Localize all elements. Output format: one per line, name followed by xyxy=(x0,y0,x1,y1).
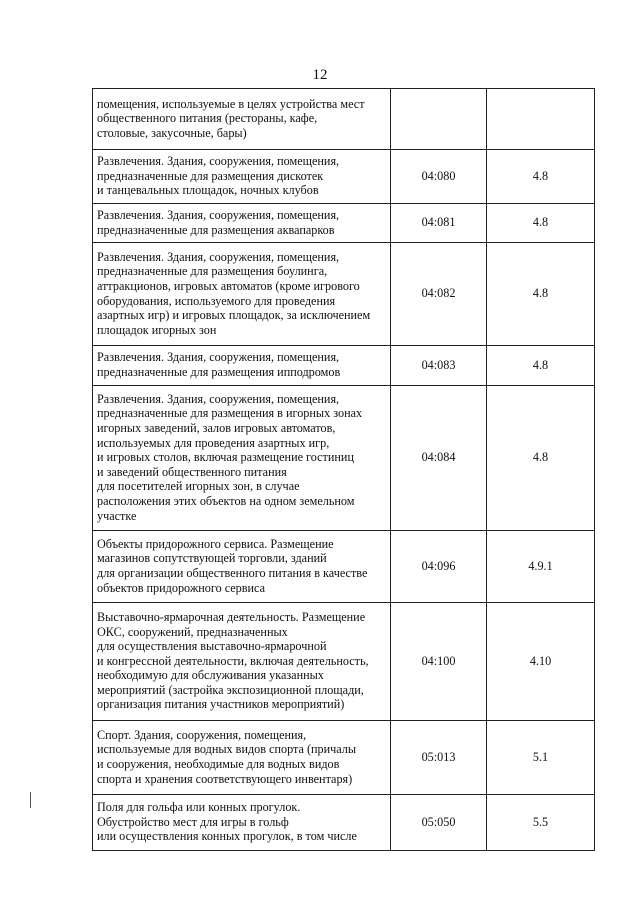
row-ref: 4.9.1 xyxy=(487,531,595,603)
row-ref: 4.8 xyxy=(487,386,595,531)
row-ref: 4.10 xyxy=(487,603,595,721)
row-description: помещения, используемые в целях устройства мест общественного питания (рестораны, кафе, столовые, закусочные, бары) xyxy=(93,89,391,150)
row-ref: 4.8 xyxy=(487,346,595,386)
row-code: 04:084 xyxy=(391,386,487,531)
land-use-table xyxy=(92,88,595,851)
row-ref: 5.1 xyxy=(487,721,595,795)
row-description: Объекты придорожного сервиса. Размещение магазинов сопутствующей торговли, зданий для организации общественного питания в качестве объектов придорожного сервиса xyxy=(93,531,391,603)
row-description: Поля для гольфа или конных прогулок. Обустройство мест для игры в гольф или осуществления конных прогулок, в том числе xyxy=(93,795,391,851)
table-row xyxy=(93,150,595,204)
row-description: Развлечения. Здания, сооружения, помещения, предназначенные для размещения ипподромов xyxy=(93,346,391,386)
table-row xyxy=(93,531,595,603)
row-ref: 4.8 xyxy=(487,150,595,204)
row-code: 05:013 xyxy=(391,721,487,795)
row-ref: 5.5 xyxy=(487,795,595,851)
row-code: 04:081 xyxy=(391,204,487,243)
row-code: 04:100 xyxy=(391,603,487,721)
row-ref: 4.8 xyxy=(487,243,595,346)
row-code xyxy=(391,89,487,150)
row-description: Выставочно-ярмарочная деятельность. Размещение ОКС, сооружений, предназначенных для осуществления выставочно-ярмарочной и конгрессной деятельности, включая деятельность, необходимую для обслуживания указанных мероприятий (застройка экспозиционной площади, организация питания участников мероприятий) xyxy=(93,603,391,721)
table-row xyxy=(93,243,595,346)
row-description: Спорт. Здания, сооружения, помещения, используемые для водных видов спорта (причалы и сооружения, необходимые для водных видов спорта и хранения соответствующего инвентаря) xyxy=(93,721,391,795)
scan-artifact-mark xyxy=(30,792,31,808)
page-number: 12 xyxy=(312,67,328,83)
row-description: Развлечения. Здания, сооружения, помещения, предназначенные для размещения аквапарков xyxy=(93,204,391,243)
table-row xyxy=(93,89,595,150)
row-description: Развлечения. Здания, сооружения, помещения, предназначенные для размещения дискотек и танцевальных площадок, ночных клубов xyxy=(93,150,391,204)
row-code: 05:050 xyxy=(391,795,487,851)
row-description: Развлечения. Здания, сооружения, помещения, предназначенные для размещения в игорных зонах игорных заведений, залов игровых автоматов, используемых для проведения азартных игр, и игровых столов, включая размещение гостиниц и заведений общественного питания для посетителей игорных зон, в случае расположения этих объектов на одном земельном участке xyxy=(93,386,391,531)
row-code: 04:096 xyxy=(391,531,487,603)
row-description: Развлечения. Здания, сооружения, помещения, предназначенные для размещения боулинга, аттракционов, игровых автоматов (кроме игрового оборудования, используемого для проведения азартных игр) и игровых площадок, за исключением площадок игорных зон xyxy=(93,243,391,346)
row-code: 04:083 xyxy=(391,346,487,386)
table-row xyxy=(93,386,595,531)
row-code: 04:082 xyxy=(391,243,487,346)
row-ref xyxy=(487,89,595,150)
row-ref: 4.8 xyxy=(487,204,595,243)
table-row xyxy=(93,204,595,243)
table-row xyxy=(93,721,595,795)
table-row xyxy=(93,603,595,721)
table-row xyxy=(93,346,595,386)
table-row xyxy=(93,795,595,851)
row-code: 04:080 xyxy=(391,150,487,204)
